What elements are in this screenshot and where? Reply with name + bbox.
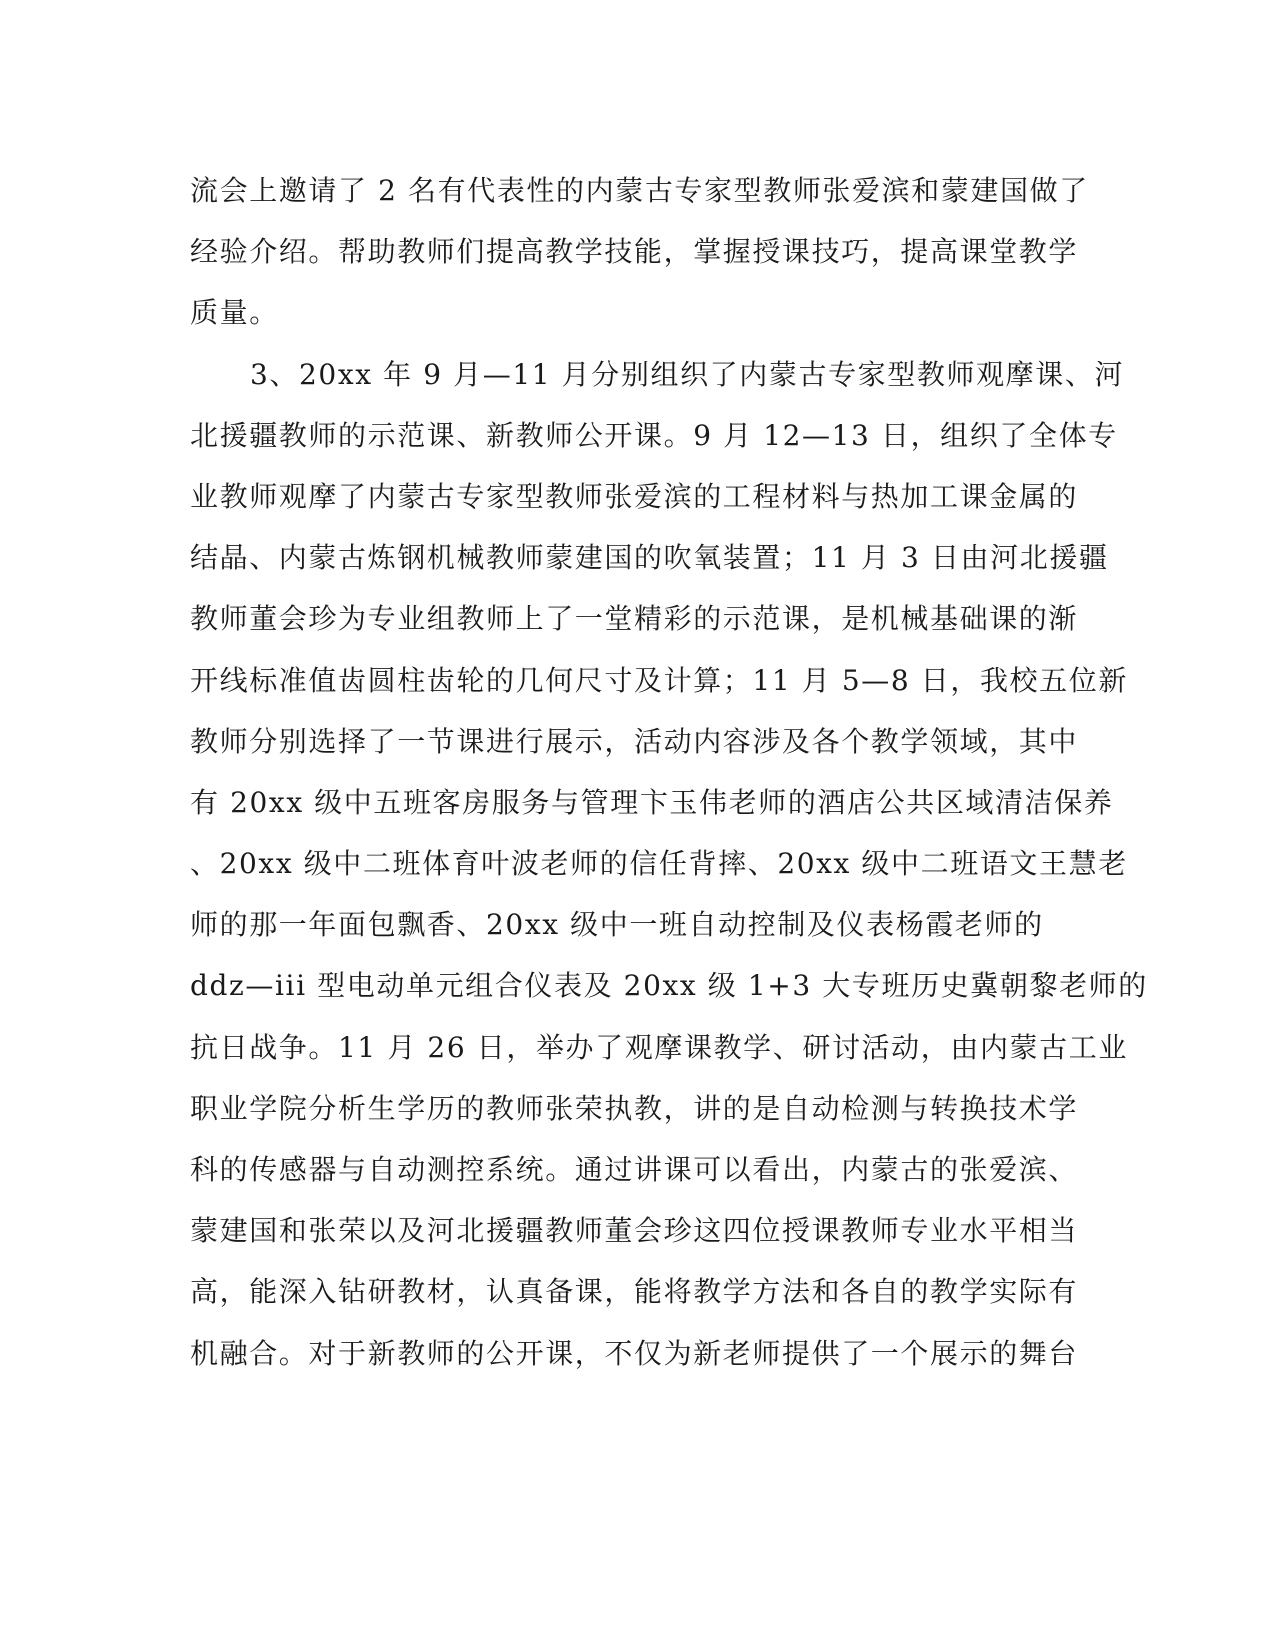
text-line: 流会上邀请了 2 名有代表性的内蒙古专家型教师张爱滨和蒙建国做了 (190, 174, 1089, 207)
text-line: 开线标准值齿圆柱齿轮的几何尺寸及计算；11 月 5—8 日，我校五位新 (190, 663, 1128, 697)
text-line: 经验介绍。帮助教师们提高教学技能，掌握授课技巧，提高课堂教学 (190, 235, 1079, 269)
text-line: 北援疆教师的示范课、新教师公开课。9 月 12—13 日，组织了全体专 (190, 418, 1118, 452)
text-line: 有 20xx 级中五班客房服务与管理卞玉伟老师的酒店公共区域清洁保养 (190, 785, 1114, 819)
text-line: 蒙建国和张荣以及河北援疆教师董会珍这四位授课教师专业水平相当 (190, 1214, 1079, 1248)
text-line: 师的那一年面包飘香、20xx 级中一班自动控制及仪表杨霞老师的 (190, 908, 1044, 942)
text-line: 高，能深入钻研教材，认真备课，能将教学方法和各自的教学实际有 (190, 1275, 1079, 1309)
text-line: 业教师观摩了内蒙古专家型教师张爱滨的工程材料与热加工课金属的 (190, 479, 1079, 513)
text-line: ddz—iii 型电动单元组合仪表及 20xx 级 1+3 大专班历史冀朝黎老师的 (190, 969, 1148, 1003)
text-line: 质量。 (190, 296, 279, 330)
body-text (190, 160, 1148, 1384)
paragraph-start-line: 3、20xx 年 9 月—11 月分别组织了内蒙古专家型教师观摩课、河 (250, 357, 1125, 391)
text-line: 抗日战争。11 月 26 日，举办了观摩课教学、研讨活动，由内蒙古工业 (190, 1030, 1128, 1064)
text-line: 机融合。对于新教师的公开课，不仅为新老师提供了一个展示的舞台 (190, 1336, 1079, 1370)
text-line: 教师董会珍为专业组教师上了一堂精彩的示范课，是机械基础课的渐 (190, 602, 1079, 636)
text-line: 、20xx 级中二班体育叶波老师的信任背摔、20xx 级中二班语文王慧老 (190, 847, 1128, 881)
text-line: 科的传感器与自动测控系统。通过讲课可以看出，内蒙古的张爱滨、 (190, 1153, 1079, 1186)
text-line: 职业学院分析生学历的教师张荣执教，讲的是自动检测与转换技术学 (190, 1091, 1079, 1125)
text-line: 结晶、内蒙古炼钢机械教师蒙建国的吹氧装置；11 月 3 日由河北援疆 (190, 541, 1109, 575)
text-line: 教师分别选择了一节课进行展示，活动内容涉及各个教学领域，其中 (190, 724, 1079, 758)
